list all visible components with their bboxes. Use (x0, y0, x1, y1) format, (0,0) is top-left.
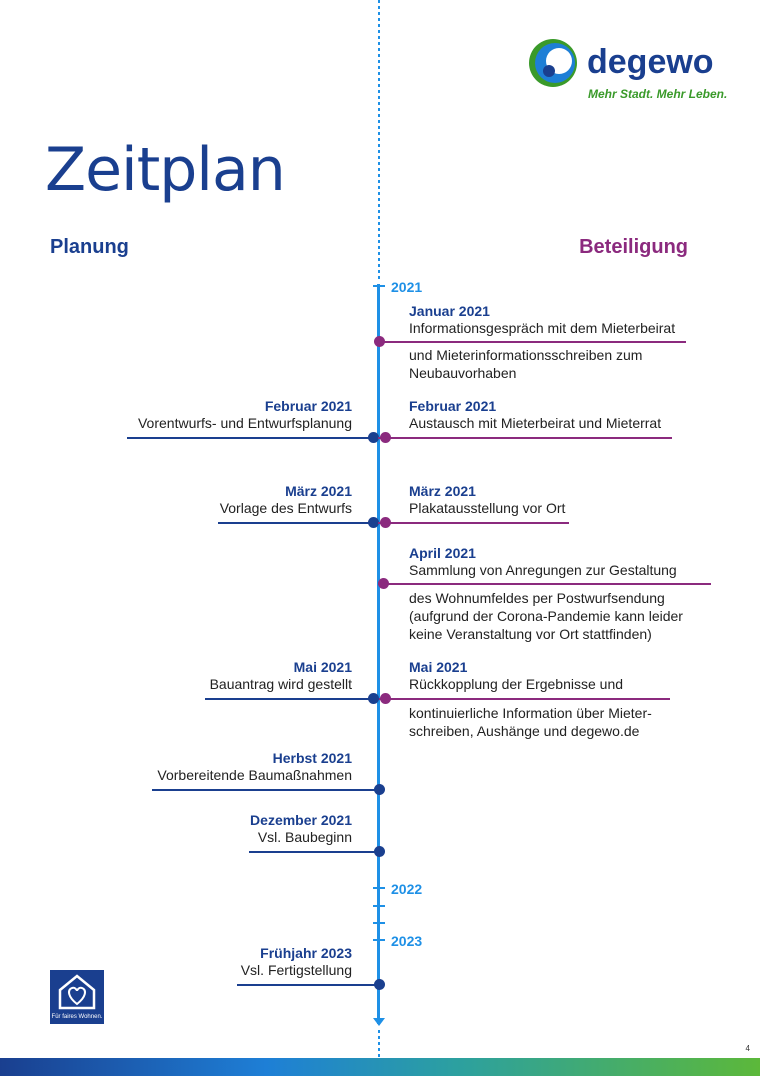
event-date: Dezember 2021 (250, 812, 352, 828)
planung-marker (374, 846, 385, 857)
planung-rule (127, 437, 377, 439)
house-heart-icon (50, 970, 104, 1014)
event-text: Vorlage des Entwurfs (219, 500, 352, 516)
event-date: Herbst 2021 (272, 750, 352, 766)
year-2022: 2022 (391, 881, 423, 897)
timeline-dotted-top (378, 0, 380, 282)
year-2023: 2023 (391, 933, 423, 949)
event-date: Frühjahr 2023 (260, 945, 352, 961)
footer-bar (0, 1058, 760, 1076)
beteiligung-marker (380, 517, 391, 528)
year-2021: 2021 (391, 279, 423, 295)
planung-marker (368, 693, 379, 704)
planung-event (250, 812, 352, 846)
planung-marker (374, 979, 385, 990)
event-date: Mai 2021 (293, 659, 352, 675)
beteiligung-event (409, 303, 675, 337)
beteiligung-rule (378, 698, 670, 700)
event-text: Vsl. Fertigstellung (240, 962, 352, 978)
event-text: Vsl. Baubeginn (257, 829, 352, 845)
planung-event (157, 750, 352, 784)
event-text: Informationsgespräch mit dem Mieterbeirat (409, 320, 676, 336)
timeline-arrow-icon (373, 1018, 385, 1026)
event-text-line: kontinuierliche Information über Mieter- (409, 705, 652, 721)
planung-event (210, 659, 352, 693)
event-text: Vorentwurfs- und Entwurfsplanung (137, 415, 352, 431)
planung-rule (237, 984, 378, 986)
logo-slogan: Mehr Stadt. Mehr Leben. (588, 87, 728, 101)
beteiligung-rule (378, 583, 711, 585)
planung-marker (374, 784, 385, 795)
beteiligung-rule (378, 437, 672, 439)
tick-minor-2 (373, 922, 385, 924)
event-text-line: keine Veranstaltung vor Ort stattfinden) (409, 626, 652, 642)
degewo-swirl-icon (525, 35, 581, 91)
planung-rule (249, 851, 378, 853)
event-text-continued (409, 346, 642, 382)
beteiligung-event (409, 398, 661, 432)
planung-event (138, 398, 352, 432)
column-head-planung: Planung (50, 236, 129, 258)
degewo-logo (525, 35, 728, 105)
event-text: Sammlung von Anregungen zur Gestaltung (409, 562, 677, 578)
event-text-line: und Mieterinformationsschreiben zum (409, 347, 643, 363)
beteiligung-event (409, 545, 677, 579)
beteiligung-marker (374, 336, 385, 347)
event-date: Februar 2021 (264, 398, 352, 414)
event-date: März 2021 (285, 483, 352, 499)
page-title: Zeitplan (45, 135, 285, 205)
planung-event (220, 483, 352, 517)
event-date: April 2021 (409, 545, 476, 561)
event-date: Februar 2021 (409, 398, 497, 414)
timeline-dotted-bottom (378, 1030, 380, 1058)
event-text-line: (aufgrund der Corona-Pandemie kann leider (409, 608, 683, 624)
event-text: Austausch mit Mieterbeirat und Mieterrat (409, 415, 662, 431)
column-head-beteiligung: Beteiligung (579, 236, 688, 258)
beteiligung-marker (380, 432, 391, 443)
event-text-continued (409, 589, 683, 643)
timeline-axis (377, 284, 380, 1024)
seal-text: Für faires Wohnen. (51, 1014, 103, 1020)
event-date: Mai 2021 (409, 659, 468, 675)
fair-housing-seal (50, 970, 104, 1024)
event-date: Januar 2021 (409, 303, 490, 319)
tick-2023 (373, 939, 385, 941)
beteiligung-event (409, 659, 623, 693)
beteiligung-event (409, 483, 565, 517)
tick-2022 (373, 887, 385, 889)
event-text: Bauantrag wird gestellt (209, 676, 352, 692)
event-text-line: Neubauvorhaben (409, 365, 517, 381)
event-text: Plakatausstellung vor Ort (409, 500, 566, 516)
event-text: Rückkopplung der Ergebnisse und (409, 676, 624, 692)
logo-wordmark: degewo (587, 43, 714, 81)
event-date: März 2021 (409, 483, 476, 499)
event-text-line: schreiben, Aushänge und degewo.de (409, 723, 640, 739)
beteiligung-rule (378, 522, 569, 524)
planung-rule (218, 522, 378, 524)
tick-minor-1 (373, 905, 385, 907)
event-text-line: des Wohnumfeldes per Postwurfsendung (409, 590, 665, 606)
tick-2021 (373, 285, 385, 287)
beteiligung-marker (380, 693, 391, 704)
page-number: 4 (745, 1044, 750, 1053)
event-text: Vorbereitende Baumaßnahmen (157, 767, 352, 783)
planung-rule (152, 789, 378, 791)
beteiligung-rule (378, 341, 686, 343)
planung-event (241, 945, 352, 979)
beteiligung-marker (378, 578, 389, 589)
planung-rule (205, 698, 378, 700)
event-text-continued (409, 704, 652, 740)
